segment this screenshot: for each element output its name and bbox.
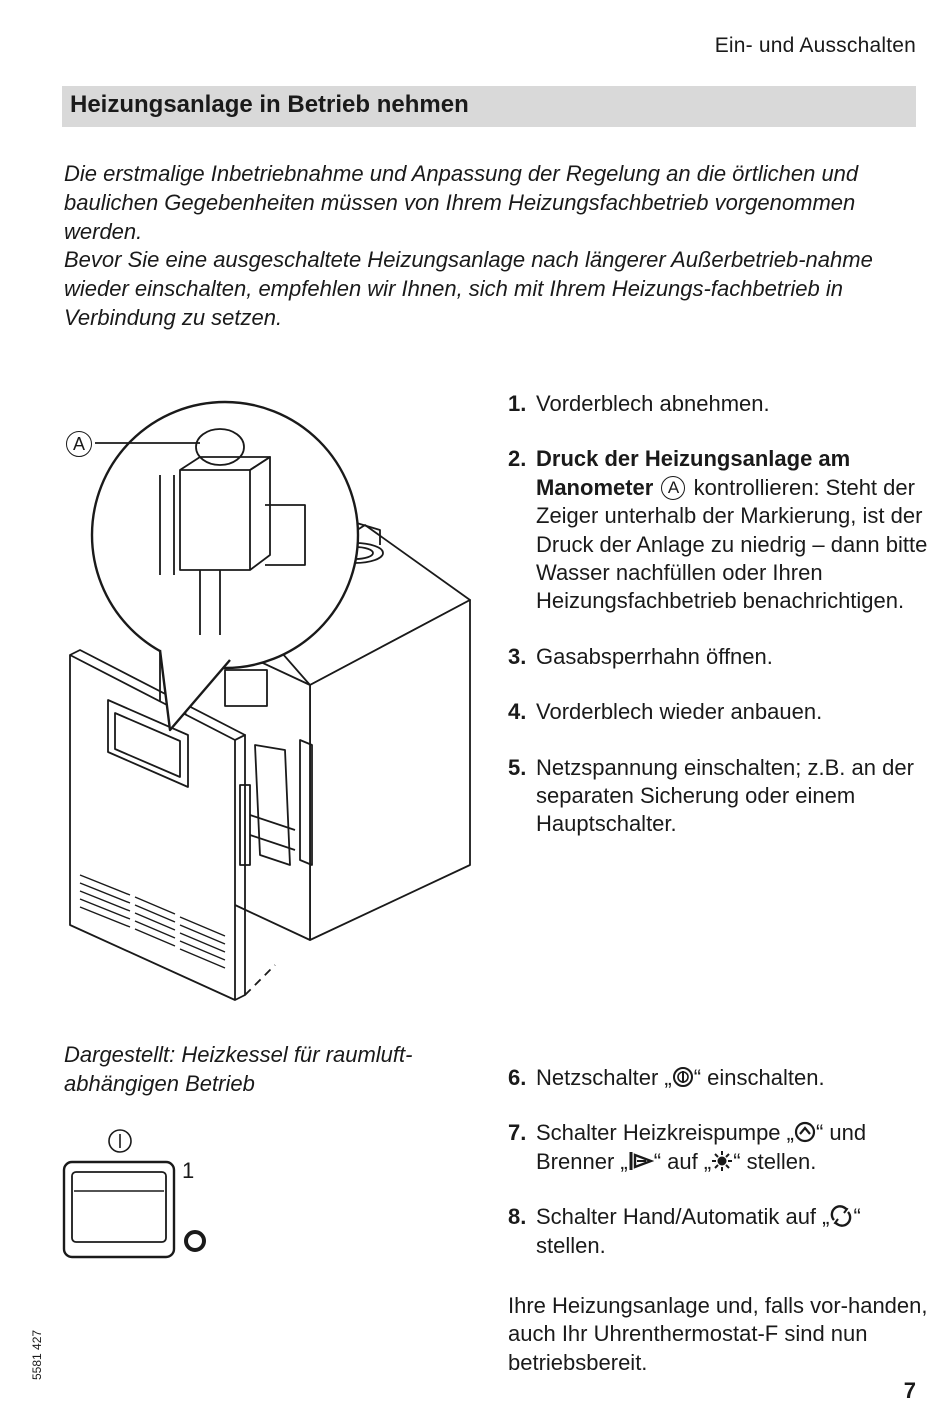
manometer-ref: A bbox=[661, 476, 685, 500]
step-number: 4. bbox=[508, 699, 527, 725]
step-number: 5. bbox=[508, 754, 527, 780]
step-2 bbox=[508, 445, 928, 615]
hand-automatic-icon bbox=[829, 1205, 853, 1227]
step-number: 3. bbox=[508, 643, 527, 669]
step-text: Schalter Heizkreispumpe „ bbox=[536, 1120, 794, 1146]
pump-icon bbox=[794, 1121, 816, 1143]
step-text: Vorderblech wieder anbauen. bbox=[536, 699, 823, 725]
step-4 bbox=[508, 698, 928, 726]
step-bold-text: Druck der Heizungsanlage am Manometer bbox=[536, 446, 851, 500]
step-text: Netzschalter „ bbox=[536, 1065, 672, 1090]
step-text: Schalter Hand/Automatik auf „ bbox=[536, 1204, 830, 1230]
figure-caption: Dargestellt: Heizkessel für raumluft-abhängigen Betrieb bbox=[64, 1042, 413, 1096]
section-header: Ein- und Ausschalten bbox=[714, 34, 916, 57]
step-3 bbox=[508, 643, 928, 671]
page-number: 7 bbox=[903, 1378, 916, 1403]
step-6 bbox=[508, 1064, 928, 1092]
power-switch-icon bbox=[672, 1066, 694, 1088]
document-number: 5581 427 bbox=[30, 1329, 44, 1380]
step-text: Gasabsperrhahn öffnen. bbox=[536, 643, 773, 669]
step-text: Vorderblech abnehmen. bbox=[536, 391, 770, 416]
step-number: 2. bbox=[508, 446, 527, 472]
power-switch-illustration bbox=[62, 1127, 222, 1262]
step-number: 6. bbox=[508, 1065, 527, 1090]
step-text-end: “ stellen. bbox=[733, 1148, 817, 1174]
boiler-illustration bbox=[50, 395, 490, 1005]
intro-text bbox=[64, 160, 924, 333]
burner-icon bbox=[628, 1150, 654, 1172]
intro-paragraph-2: Bevor Sie eine ausgeschaltete Heizungsanlage nach längerer Außerbetrieb-nahme wieder einschalten, empfehlen wir Ihnen, sich mit Ihrem Heizungs-fachbetrieb in Verbindung zu setzen. bbox=[64, 247, 873, 330]
step-number: 8. bbox=[508, 1204, 527, 1230]
step-text-end: “ stellen. bbox=[536, 1204, 861, 1258]
steps-list-2 bbox=[508, 1064, 928, 1260]
switch-position-label: 1 bbox=[182, 1158, 195, 1183]
step-8 bbox=[508, 1203, 928, 1260]
steps-list-1 bbox=[508, 390, 928, 839]
callout-a: A bbox=[66, 431, 92, 457]
step-5 bbox=[508, 754, 928, 839]
sun-icon bbox=[711, 1150, 733, 1172]
closing-text: Ihre Heizungsanlage und, falls vor-handen, auch Ihr Uhrenthermostat-F sind nun betriebsbereit. bbox=[508, 1293, 928, 1375]
step-number: 1. bbox=[508, 391, 527, 416]
step-text-mid: “ und Brenner „ bbox=[536, 1120, 867, 1174]
title-bar bbox=[62, 86, 916, 127]
step-text: Netzspannung einschalten; z.B. an der separaten Sicherung oder einem Hauptschalter. bbox=[536, 754, 914, 837]
step-text-mid2: “ auf „ bbox=[653, 1148, 712, 1174]
step-1 bbox=[508, 390, 928, 418]
page-title: Heizungsanlage in Betrieb nehmen bbox=[70, 91, 469, 118]
step-text: kontrollieren: Steht der Zeiger unterhalb der Markierung, ist der Druck der Anlage zu niedrig – dann bitte Wasser nachfüllen oder Ihren Heizungsfachbetrieb benachrichtigen. bbox=[536, 474, 928, 614]
intro-paragraph-1: Die erstmalige Inbetriebnahme und Anpassung der Regelung an die örtlichen und baulichen Gegebenheiten müssen von Ihrem Heizungsfachbetrieb vorgenommen werden. bbox=[64, 161, 859, 244]
step-text-end: “ einschalten. bbox=[693, 1065, 825, 1090]
step-7 bbox=[508, 1119, 928, 1176]
step-number: 7. bbox=[508, 1120, 527, 1146]
